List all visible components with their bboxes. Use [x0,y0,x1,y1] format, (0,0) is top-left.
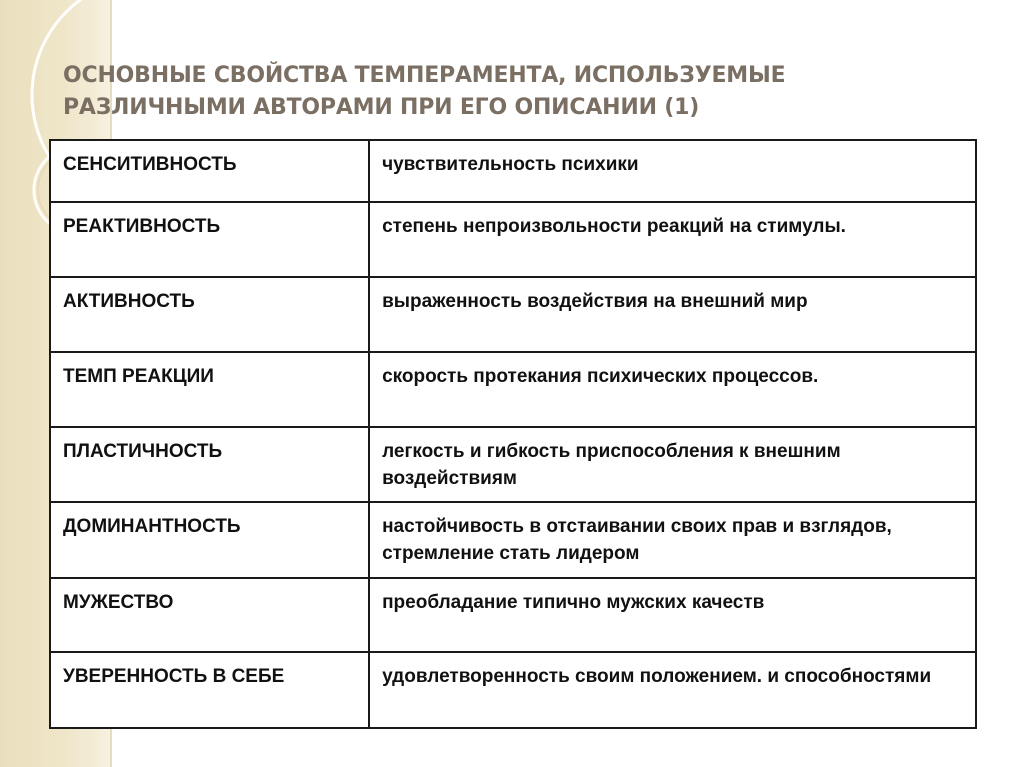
table-row [50,202,976,277]
table-row [50,140,976,202]
slide-title-line-1: ОСНОВНЫЕ СВОЙСТВА ТЕМПЕРАМЕНТА, ИСПОЛЬЗУЕМЫЕ [63,63,786,88]
property-term: УВЕРЕННОСТЬ В СЕБЕ [50,652,369,728]
property-description: степень непроизвольности реакций на стимулы. [369,202,976,277]
property-term: ПЛАСТИЧНОСТЬ [50,427,369,502]
slide-title [63,60,963,124]
property-term: МУЖЕСТВО [50,578,369,652]
property-description: выраженность воздействия на внешний мир [369,277,976,352]
property-description: настойчивость в отстаивании своих прав и взглядов, стремление стать лидером [369,502,976,578]
table-row [50,502,976,578]
property-description: скорость протекания психических процессов. [369,352,976,427]
property-term: РЕАКТИВНОСТЬ [50,202,369,277]
property-term: ТЕМП РЕАКЦИИ [50,352,369,427]
property-term: СЕНСИТИВНОСТЬ [50,140,369,202]
temperament-properties-table [49,139,977,729]
property-description: чувствительность психики [369,140,976,202]
table-row [50,277,976,352]
table-row [50,352,976,427]
slide-title-line-2: РАЗЛИЧНЫМИ АВТОРАМИ ПРИ ЕГО ОПИСАНИИ (1) [63,95,700,120]
property-term: АКТИВНОСТЬ [50,277,369,352]
property-term: ДОМИНАНТНОСТЬ [50,502,369,578]
property-description: удовлетворенность своим положением. и способностями [369,652,976,728]
table-row [50,652,976,728]
table-row [50,427,976,502]
table-row [50,578,976,652]
property-description: легкость и гибкость приспособления к внешним воздействиям [369,427,976,502]
property-description: преобладание типично мужских качеств [369,578,976,652]
